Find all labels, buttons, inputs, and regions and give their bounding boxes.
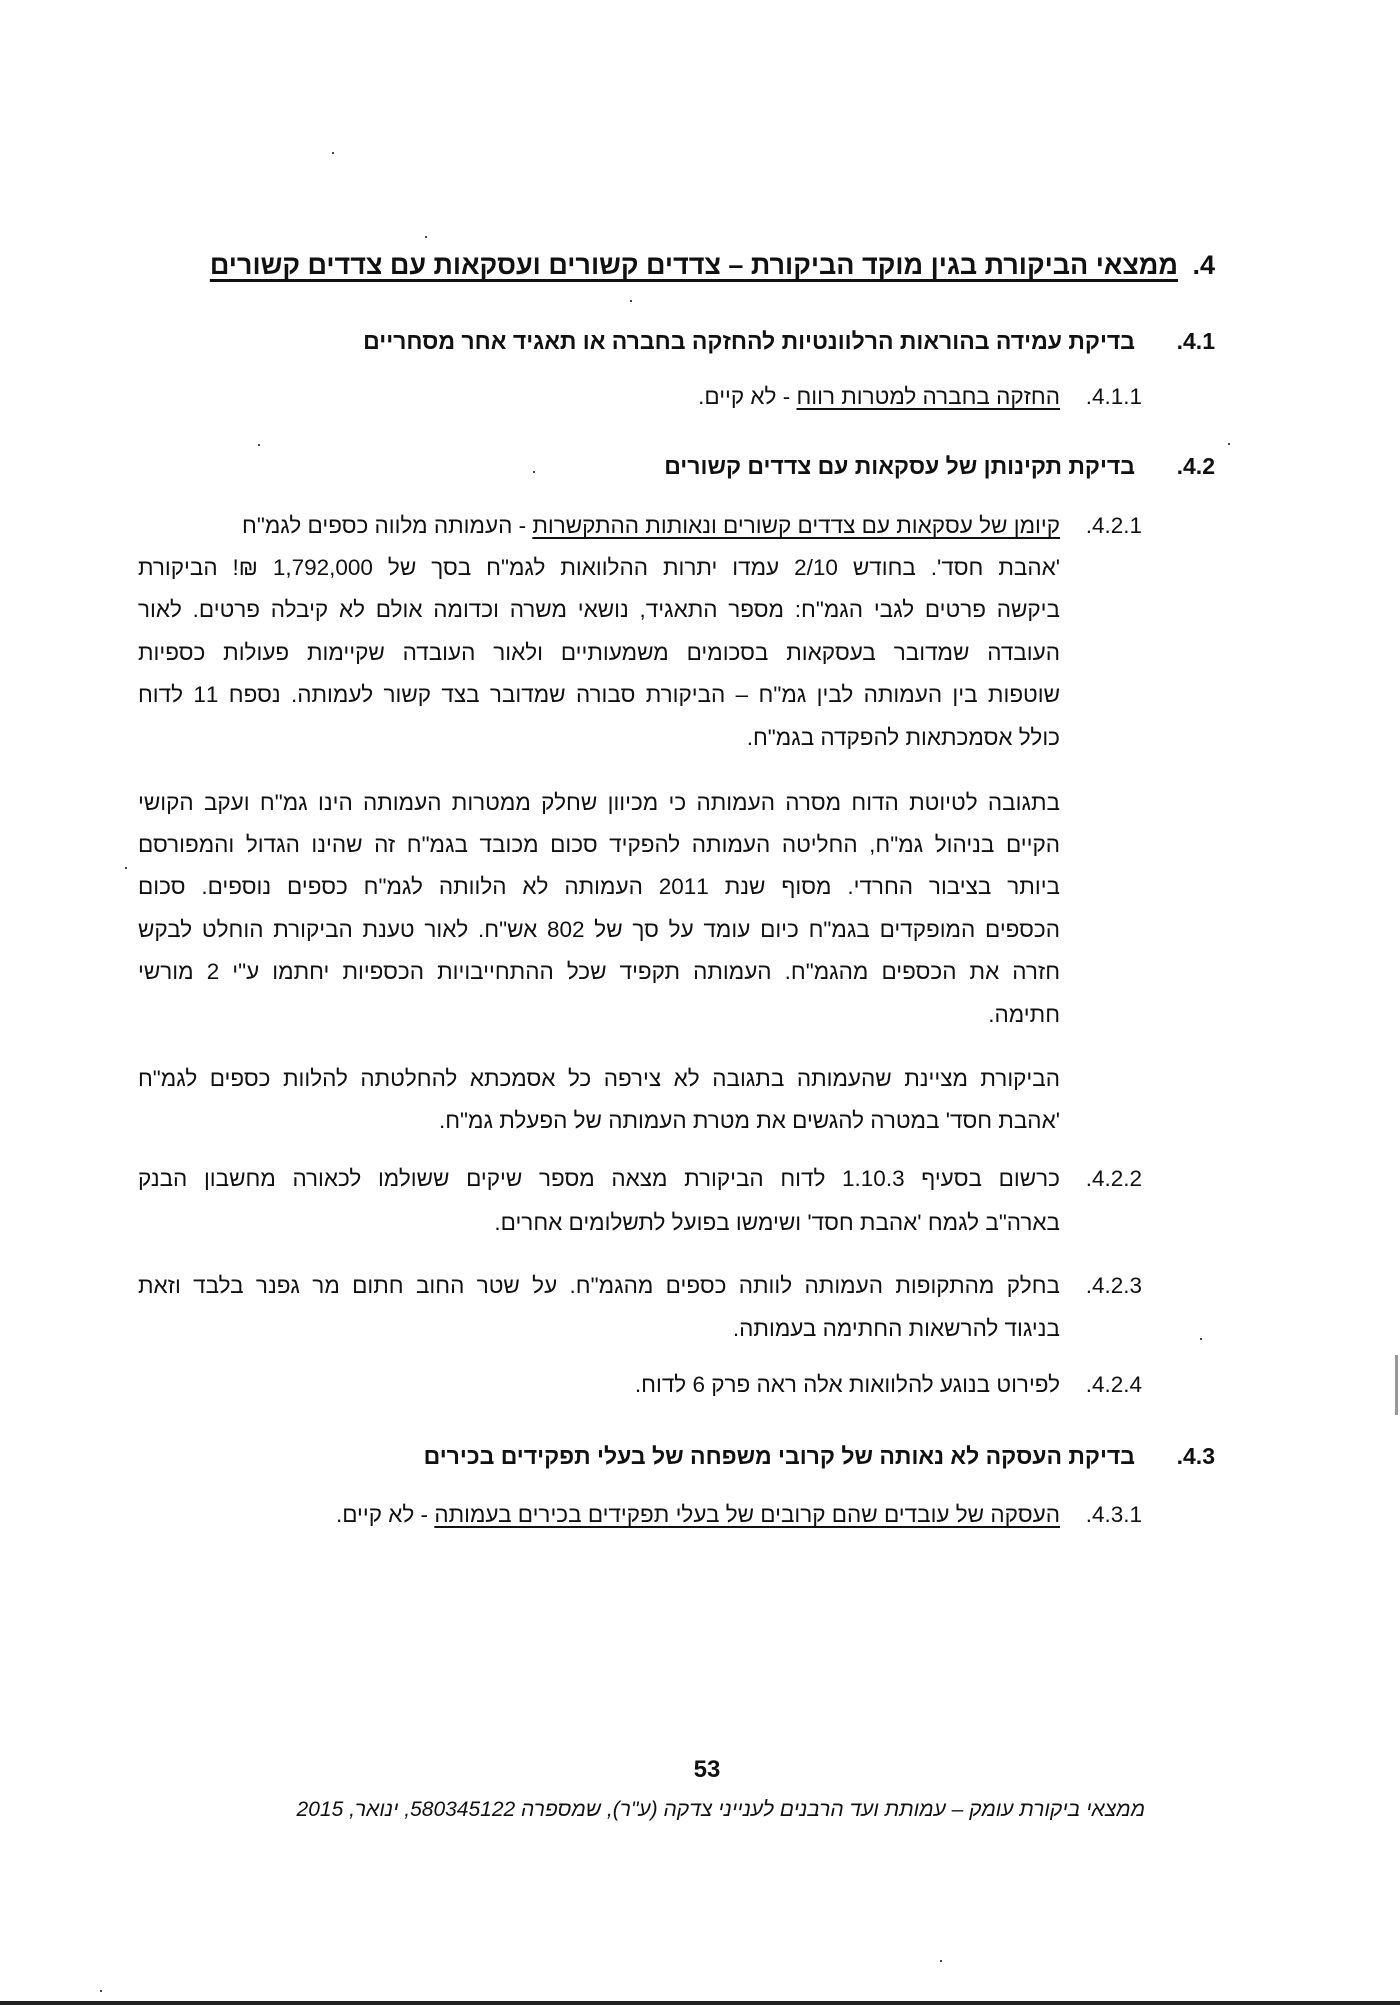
item-4-3-1-status: - לא קיים. — [335, 1502, 435, 1527]
item-4-2-1-line-2: 'אהבת חסד'. בחודש 2/10 עמדו יתרות ההלוואות לגמ"ח בסך של 1,792,000 ₪! הביקורת — [138, 555, 1061, 580]
page-footer: ממצאי ביקורת עומק – עמותת ועד הרבנים לענייני צדקה (ע"ר), שמספרה 580345122, ינואר, 2015 — [296, 1798, 1145, 1821]
scan-speck — [940, 1960, 942, 1962]
scan-speck — [125, 867, 127, 869]
item-4-2-1-first-line: קיומן של עסקאות עם צדדים קשורים ונאותות ההתקשרות - העמותה מלווה כספים לגמ"ח — [242, 513, 1060, 538]
item-4-2-1-line-6: כולל אסמכתאות להפקדה בגמ"ח. — [746, 725, 1060, 750]
scan-speck — [1228, 443, 1230, 445]
response-line-4: הכספים המופקדים בגמ"ח כיום עומד על סך של 802 אש"ח. לאור טענת הביקורת הוחלט לבקש — [138, 917, 1060, 942]
item-4-2-2-line-2: בארה"ב לגמח 'אהבת חסד' ושימשו בפועל לתשלומים אחרים. — [494, 1210, 1060, 1235]
scan-bottom-edge — [0, 2001, 1400, 2005]
item-4-2-1-underlined: קיומן של עסקאות עם צדדים קשורים ונאותות ההתקשרות — [532, 513, 1060, 538]
response-line-2: הקיים בניהול גמ"ח, החליטה העמותה להפקיד סכום מכובד בגמ"ח זה שהינו הגדול והמפורסם — [138, 832, 1060, 857]
scan-speck — [100, 1990, 102, 1992]
page-number: 53 — [693, 1756, 721, 1783]
item-4-2-2-line-1: כרשום בסעיף 1.10.3 לדוח הביקורת מצאה מספר שיקים ששולמו לכאורה מחשבון הבנק — [138, 1166, 1060, 1191]
item-4-1-1-underlined: החזקה בחברה למטרות רווח — [796, 384, 1060, 409]
response-line-1: בתגובה לטיוטת הדוח מסרה העמותה כי מכיוון שחלק ממטרות העמותה הינו גמ"ח ועקב הקושי — [138, 790, 1060, 815]
item-4-1-1 — [698, 384, 1060, 410]
item-number-4-2-4: .4.2.4 — [1085, 1372, 1142, 1397]
item-4-2-1-line-3: ביקשה פרטים לגבי הגמ"ח: מספר התאגיד, נושאי משרה וכדומה אולם לא קיבלה פרטים. לאור — [138, 597, 1060, 622]
section-title: ממצאי הביקורת בגין מוקד הביקורת – צדדים קשורים ועסקאות עם צדדים קשורים — [209, 250, 1178, 280]
section-heading — [210, 250, 1218, 281]
subsection-number-4-2: .4.2 — [1176, 453, 1215, 479]
scan-speck — [630, 300, 632, 302]
subsection-number-4-3: .4.3 — [1176, 1443, 1215, 1469]
item-number-4-3-1: .4.3.1 — [1085, 1502, 1142, 1527]
scan-speck — [425, 236, 427, 238]
item-number-4-2-3: .4.2.3 — [1085, 1273, 1142, 1298]
item-4-2-3-line-2: בניגוד להרשאות החתימה בעמותה. — [732, 1316, 1060, 1341]
item-number-4-2-1: .4.2.1 — [1085, 513, 1142, 538]
response-line-5: חזרה את הכספים מהגמ"ח. העמותה תקפיד שכל ההתחייבויות הכספיות יחתמו ע"י 2 מורשי — [138, 959, 1060, 984]
subsection-title-4-2: בדיקת תקינותן של עסקאות עם צדדים קשורים — [664, 453, 1135, 479]
item-4-2-3-line-1: בחלק מהתקופות העמותה לוותה כספים מהגמ"ח. על שטר החוב חתום מר גפנר בלבד וזאת — [138, 1273, 1060, 1298]
item-number-4-1-1: .4.1.1 — [1085, 384, 1142, 409]
subsection-number-4-1: .4.1 — [1176, 328, 1215, 354]
section-number: .4 — [1192, 250, 1215, 280]
item-4-2-1-line-5: שוטפות בין העמותה לבין גמ"ח – הביקורת סבורה שמדובר בצד קשור לעמותה. נספח 11 לדוח — [138, 682, 1060, 707]
scan-speck — [332, 152, 334, 154]
scan-speck — [1200, 1338, 1202, 1340]
item-4-1-1-status: - לא קיים. — [698, 384, 797, 409]
response-line-3: ביותר בציבור החרדי. מסוף שנת 2011 העמותה לא הלוותה לגמ"ח כספים נוספים. סכום — [138, 874, 1060, 899]
item-number-4-2-2: .4.2.2 — [1085, 1166, 1142, 1191]
item-4-2-1-line-4: העובדה שמדובר בעסקאות בסכומים משמעותיים ולאור העובדה שקיימות פעולות כספיות — [138, 640, 1060, 665]
audit-note-line-2: 'אהבת חסד' במטרה להגשים את מטרת העמותה של הפעלת גמ"ח. — [438, 1108, 1060, 1133]
subsection-title-4-3: בדיקת העסקה לא נאותה של קרובי משפחה של בעלי תפקידים בכירים — [423, 1443, 1135, 1469]
scan-speck — [533, 471, 535, 473]
item-4-3-1-underlined: העסקה של עובדים שהם קרובים של בעלי תפקידים בכירים בעמותה — [434, 1502, 1060, 1527]
scan-speck — [258, 444, 260, 446]
item-4-3-1 — [336, 1502, 1060, 1528]
scan-edge-mark — [1395, 1355, 1398, 1415]
audit-note-line-1: הביקורת מציינת שהעמותה בתגובה לא צירפה כל אסמכתא להחלטתה להלוות כספים לגמ"ח — [138, 1066, 1060, 1091]
item-4-2-4-line-1: לפירוט בנוגע להלוואות אלה ראה פרק 6 לדוח. — [634, 1372, 1060, 1397]
response-line-6: חתימה. — [988, 1002, 1060, 1027]
subsection-title-4-1: בדיקת עמידה בהוראות הרלוונטיות להחזקה בחברה או תאגיד אחר מסחריים — [363, 328, 1135, 354]
